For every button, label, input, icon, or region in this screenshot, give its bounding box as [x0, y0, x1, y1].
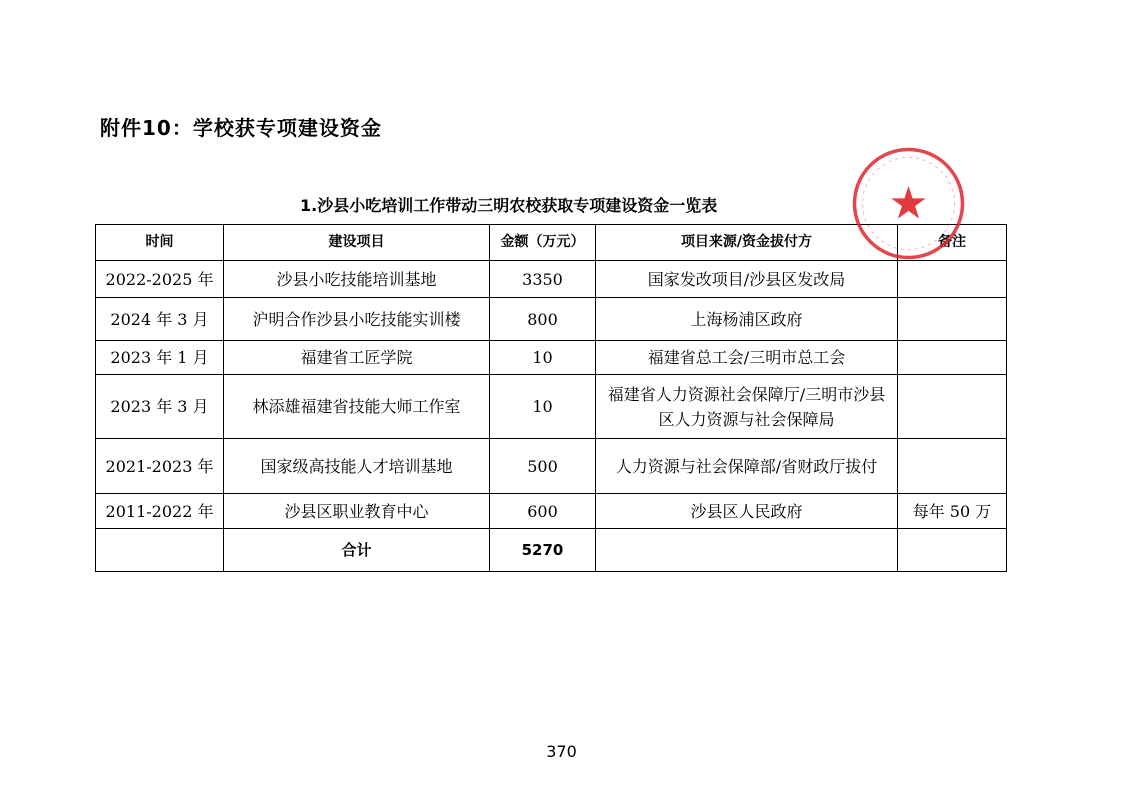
cell-time: [96, 529, 224, 572]
cell-source: 福建省人力资源社会保障厅/三明市沙县区人力资源与社会保障局: [596, 375, 898, 439]
column-header-note: 备注: [898, 225, 1007, 261]
page-heading: 附件10：学校获专项建设资金: [100, 116, 382, 140]
table-row: [96, 341, 1007, 375]
cell-note: [898, 341, 1007, 375]
cell-project: 福建省工匠学院: [224, 341, 490, 375]
cell-amount: 500: [490, 439, 596, 494]
table-row: [96, 494, 1007, 529]
cell-project: 国家级高技能人才培训基地: [224, 439, 490, 494]
cell-amount: 600: [490, 494, 596, 529]
cell-project: 沪明合作沙县小吃技能实训楼: [224, 298, 490, 341]
page-number: 370: [546, 742, 577, 761]
funding-table: [95, 224, 1007, 572]
red-seal-icon: [851, 146, 966, 261]
cell-source: 上海杨浦区政府: [596, 298, 898, 341]
cell-source: 福建省总工会/三明市总工会: [596, 341, 898, 375]
cell-note: [898, 439, 1007, 494]
cell-project: 林添雄福建省技能大师工作室: [224, 375, 490, 439]
cell-time: 2021-2023 年: [96, 439, 224, 494]
cell-note: [898, 261, 1007, 298]
table-row: [96, 261, 1007, 298]
table-row: [96, 439, 1007, 494]
cell-source: 人力资源与社会保障部/省财政厅拔付: [596, 439, 898, 494]
cell-project: 沙县小吃技能培训基地: [224, 261, 490, 298]
cell-note: [898, 375, 1007, 439]
cell-amount: 10: [490, 375, 596, 439]
column-header-source: 项目来源/资金拔付方: [596, 225, 898, 261]
cell-time: 2011-2022 年: [96, 494, 224, 529]
column-header-time: 时间: [96, 225, 224, 261]
cell-note: [898, 529, 1007, 572]
table-title: 1.沙县小吃培训工作带动三明农校获取专项建设资金一览表: [300, 196, 718, 215]
cell-project: 沙县区职业教育中心: [224, 494, 490, 529]
column-header-amount: 金额（万元）: [490, 225, 596, 261]
total-amount: 5270: [490, 529, 596, 572]
cell-time: 2023 年 1 月: [96, 341, 224, 375]
cell-amount: 10: [490, 341, 596, 375]
cell-time: 2024 年 3 月: [96, 298, 224, 341]
cell-amount: 3350: [490, 261, 596, 298]
cell-source: 沙县区人民政府: [596, 494, 898, 529]
cell-time: 2023 年 3 月: [96, 375, 224, 439]
cell-source: [596, 529, 898, 572]
cell-source: 国家发改项目/沙县区发改局: [596, 261, 898, 298]
cell-note: [898, 298, 1007, 341]
column-header-project: 建设项目: [224, 225, 490, 261]
table-row: [96, 375, 1007, 439]
total-label: 合计: [224, 529, 490, 572]
total-row: [96, 529, 1007, 572]
table-row: [96, 298, 1007, 341]
cell-amount: 800: [490, 298, 596, 341]
cell-time: 2022-2025 年: [96, 261, 224, 298]
cell-note: 每年 50 万: [898, 494, 1007, 529]
